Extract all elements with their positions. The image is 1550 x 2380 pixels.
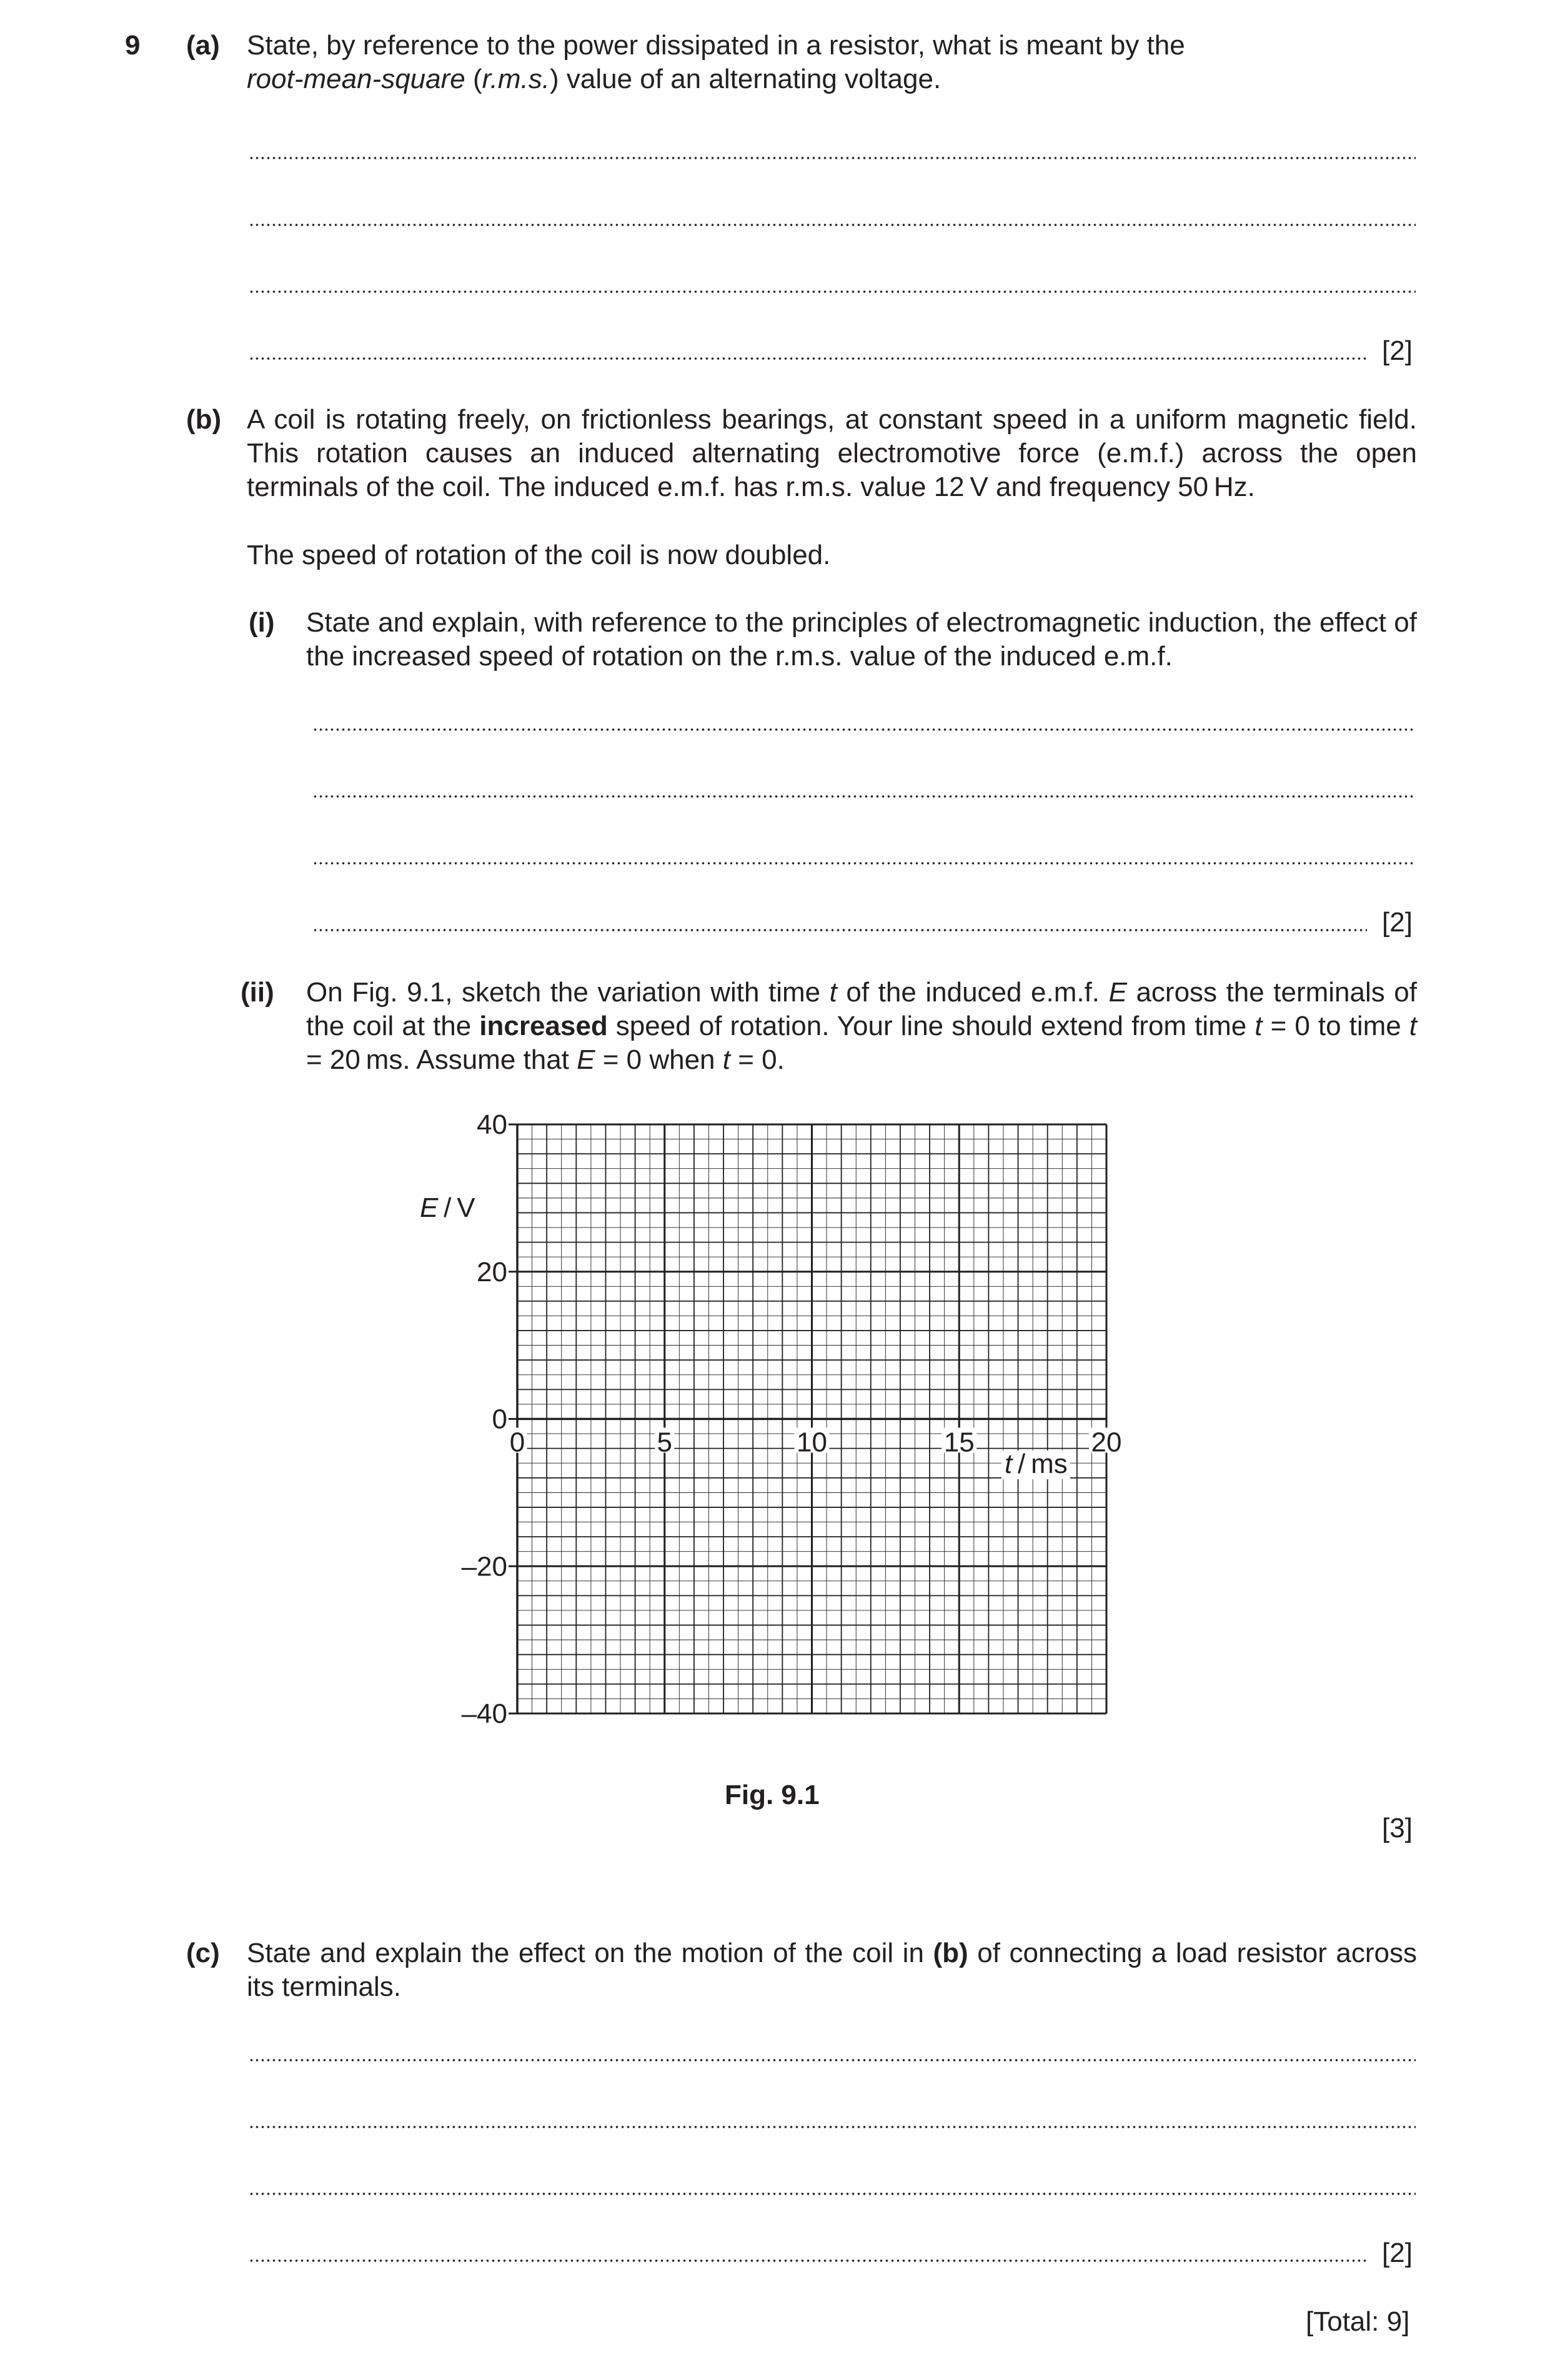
- y-tick-label: 40: [477, 1109, 507, 1140]
- total-marks: [Total: 9]: [1306, 2306, 1410, 2337]
- part-a-text-line1: State, by reference to the power dissipated in a resistor, what is meant by the: [247, 30, 1185, 61]
- x-tick-label: 0: [509, 1427, 525, 1458]
- y-tick-label: 20: [477, 1256, 507, 1287]
- marks-c: [2]: [1382, 2238, 1413, 2268]
- x-tick-label: 10: [797, 1427, 827, 1458]
- y-tick-label: –20: [461, 1551, 507, 1582]
- marks-b-i: [2]: [1382, 907, 1413, 938]
- part-b-label: (b): [186, 404, 222, 435]
- marks-a: [2]: [1382, 335, 1413, 366]
- x-axis-label: t / ms: [1005, 1449, 1068, 1479]
- y-tick-label: –40: [461, 1698, 507, 1729]
- x-tick-label: 20: [1091, 1427, 1122, 1458]
- part-a-text-line2: root-mean-square (r.m.s.) value of an alternating voltage.: [247, 64, 941, 94]
- x-tick-label: 15: [943, 1427, 975, 1458]
- answer-line[interactable]: [249, 2192, 1416, 2196]
- answer-line[interactable]: [249, 2125, 1416, 2129]
- marks-b-ii: [3]: [1382, 1813, 1413, 1843]
- y-tick-label: 0: [492, 1404, 507, 1435]
- question-number: 9: [125, 30, 141, 61]
- answer-line[interactable]: [249, 2259, 1367, 2263]
- part-c-label: (c): [186, 1938, 220, 1968]
- figure-caption: Fig. 9.1: [725, 1780, 820, 1810]
- part-b-text: A coil is rotating freely, on frictionless bearings, at constant speed in a uniform magnetic field. This rotation causes an induced alternating electromotive force (e.m.f.) across the open terminals of the coil. The induced e.m.f. has r.m.s. value 12 V and frequency 50 Hz.: [247, 404, 1417, 502]
- part-c-text: State and explain the effect on the motion of the coil in (b) of connecting a load resistor across its terminals.: [247, 1938, 1417, 2002]
- part-b-ii-text: On Fig. 9.1, sketch the variation with time t of the induced e.m.f. E across the terminals of the coil at the increased speed of rotation. Your line should extend from time t = 0 to time t = 20 ms. Assume that E = 0 when t = 0.: [306, 977, 1418, 1075]
- answer-line[interactable]: [249, 2058, 1416, 2062]
- part-b-i-text: State and explain, with reference to the principles of electromagnetic induction, the effect of the increased speed of rotation on the r.m.s. value of the induced e.m.f.: [306, 607, 1417, 672]
- y-axis-label: E / V: [420, 1192, 475, 1223]
- part-b-ii-label: (ii): [241, 977, 274, 1008]
- part-a-label: (a): [186, 30, 220, 61]
- x-tick-label: 5: [657, 1427, 672, 1458]
- part-b-text2: The speed of rotation of the coil is now doubled.: [247, 540, 831, 570]
- part-b-i-label: (i): [249, 607, 275, 638]
